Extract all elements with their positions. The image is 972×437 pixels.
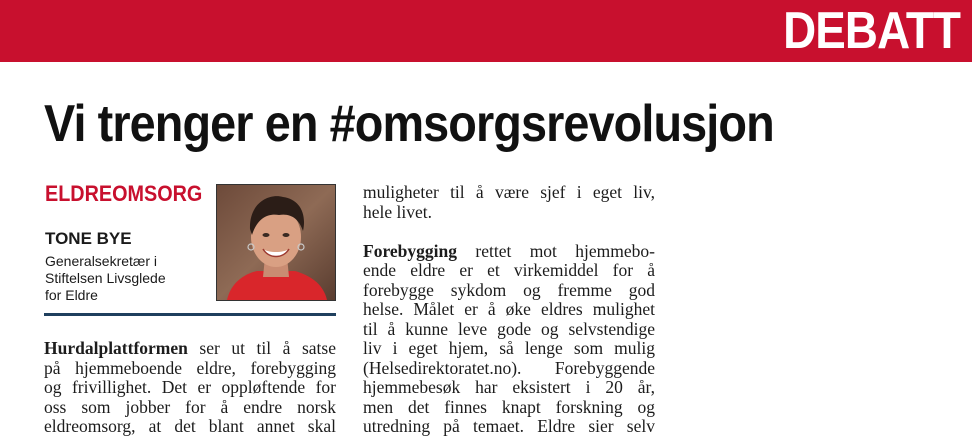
article-category: ELDREOMSORG [45, 181, 203, 206]
lead-word: Forebygging [363, 240, 457, 261]
body-line: forebygge sykdom og fremme god [363, 279, 655, 300]
author-title-line: for Eldre [45, 287, 98, 303]
body-line: ende eldre er et virkemiddel for å [363, 260, 655, 280]
article-column-1 [44, 339, 336, 437]
paragraph-gap [363, 222, 655, 242]
body-line: Hurdalplattformen ser ut til å satse [44, 338, 336, 358]
article-column-2 [363, 183, 655, 437]
body-line: muligheter til å være sjef i eget liv, [363, 182, 655, 202]
body-line: eldreomsorg, at det blant annet skal [44, 416, 336, 436]
body-line: (Helsedirektoratet.no). Forebyggende [363, 357, 655, 378]
body-line: Forebygging rettet mot hjemmebo- [363, 240, 655, 261]
body-line: men det finnes knapt forskning og [363, 396, 655, 417]
body-line: liv i eget hjem, så lenge som mulig [363, 338, 655, 358]
body-line: og frivillighet. Det er oppløftende for [44, 377, 336, 397]
author-name: TONE BYE [45, 229, 132, 248]
author-photo [216, 184, 336, 301]
body-line: oss som jobber for å endre norsk [44, 396, 336, 417]
body-line: til å kunne leve gode og selvstendige [363, 318, 655, 339]
author-title-line: Stiftelsen Livsglede [45, 270, 166, 286]
section-header-bar [0, 0, 972, 62]
author-title-line: Generalsekretær i [45, 253, 158, 269]
section-label: DEBATT [783, 2, 960, 60]
body-line: hjemmebesøk har eksistert i 20 år, [363, 377, 655, 397]
article-headline: Vi trenger en #omsorgsrevolusjon [44, 95, 774, 153]
body-line: hele livet. [363, 201, 433, 222]
lead-word: Hurdalplattformen [44, 338, 188, 358]
body-line: helse. Målet er å øke eldres mulighet [363, 299, 655, 319]
byline-divider [44, 313, 336, 316]
body-line: utredning på temaet. Eldre sier selv [363, 416, 655, 436]
author-title [45, 253, 210, 304]
body-line: på hjemmeboende eldre, forebygging [44, 357, 336, 378]
